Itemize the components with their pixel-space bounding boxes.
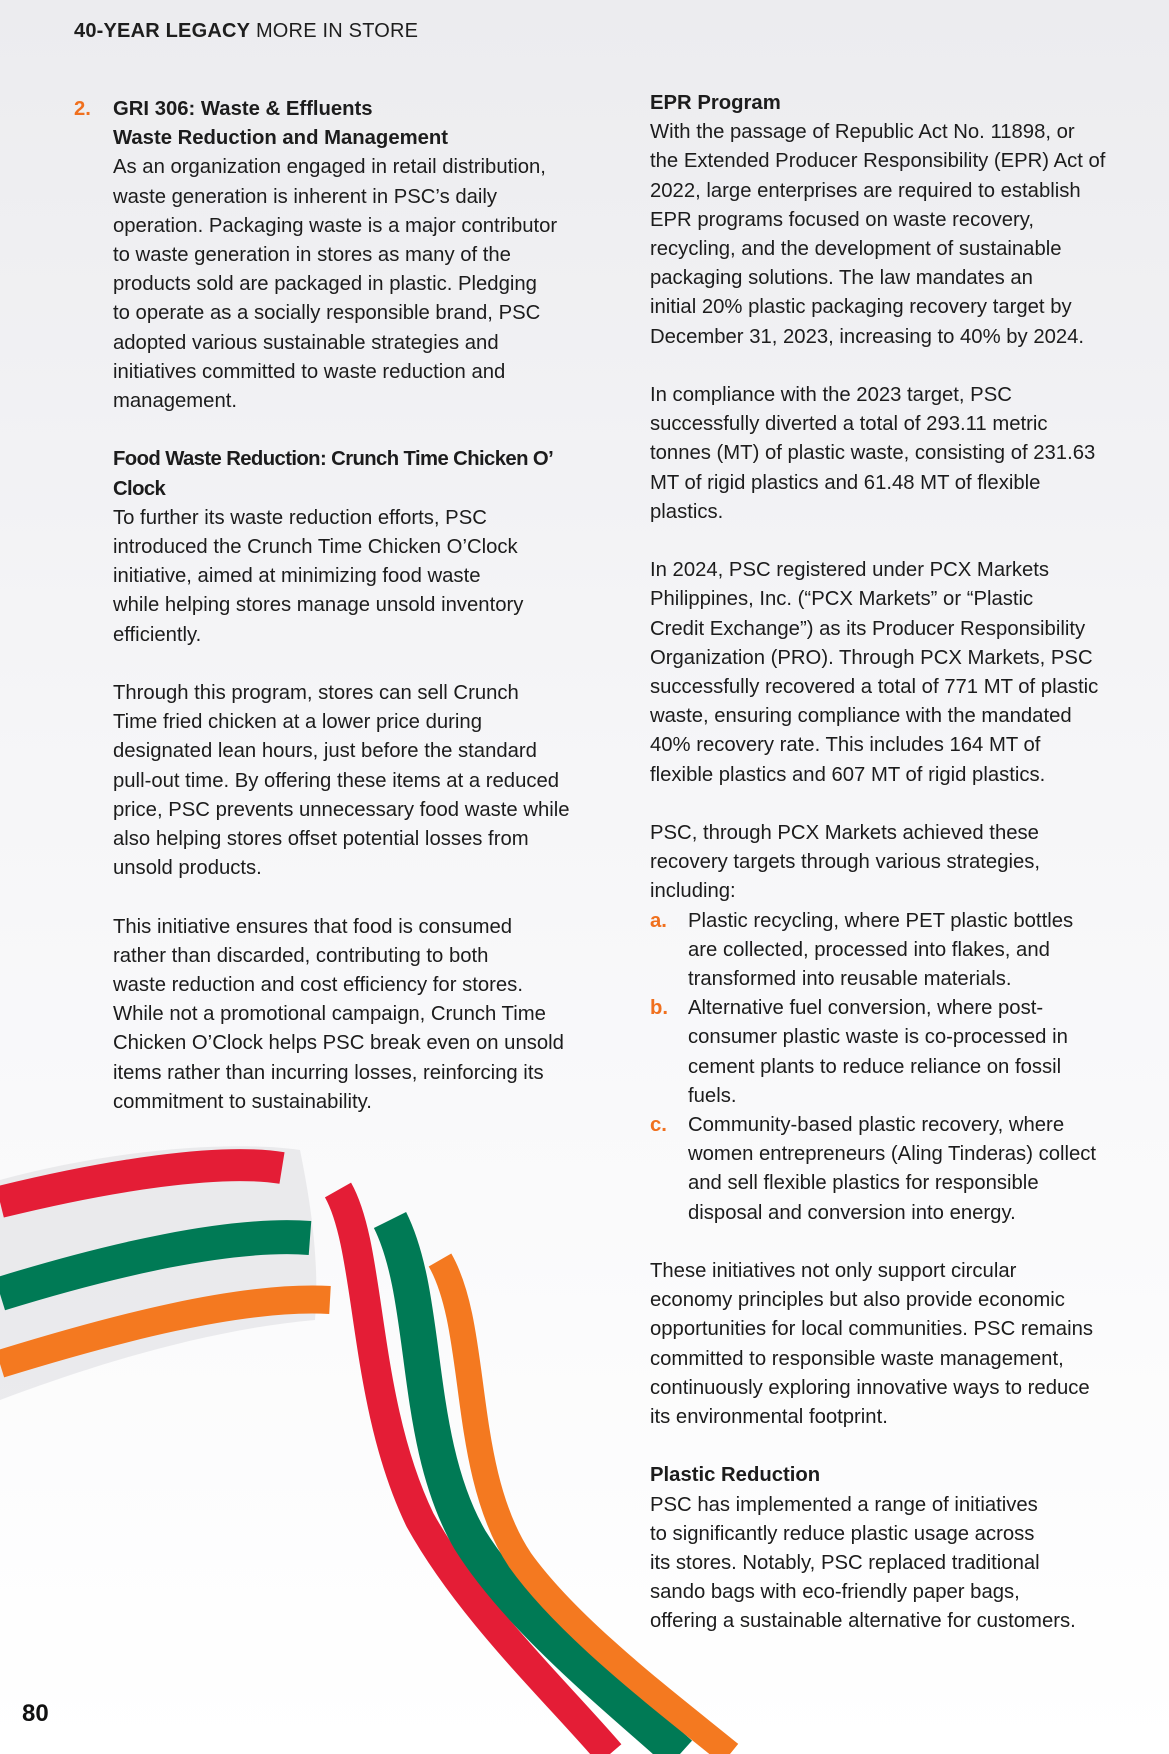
food-paragraph-1 — [113, 504, 594, 650]
text-line: With the passage of Republic Act No. 11898, or — [650, 121, 1075, 144]
right-column — [650, 89, 1130, 1637]
text-line: initial 20% plastic packaging recovery target by — [650, 296, 1072, 319]
header-tagline: MORE IN STORE — [255, 20, 419, 42]
text-line: Organization (PRO). Through PCX Markets, PSC — [650, 646, 1093, 669]
text-line: fuels. — [688, 1084, 737, 1107]
text-line: Plastic recycling, where PET plastic bottles — [688, 909, 1074, 932]
text-line: are collected, processed into flakes, and — [688, 938, 1050, 961]
list-item — [650, 994, 1130, 1111]
text-line: economy principles but also provide economic — [650, 1289, 1065, 1312]
text-line: waste reduction and cost efficiency for stores. — [113, 974, 523, 997]
list-marker: c. — [650, 1114, 667, 1137]
gri-title: GRI 306: Waste & Effluents — [113, 98, 373, 120]
text-line: including: — [650, 880, 736, 903]
text-line: PSC, through PCX Markets achieved these — [650, 822, 1039, 845]
text-line: This initiative ensures that food is consumed — [113, 915, 513, 938]
text-line: successfully diverted a total of 293.11 metric — [650, 413, 1048, 436]
text-line: initiative, aimed at minimizing food waste — [113, 565, 481, 588]
text-line: unsold products. — [113, 857, 262, 880]
text-line: waste generation is inherent in PSC’s daily — [113, 185, 498, 208]
text-line: while helping stores manage unsold inventory — [113, 594, 524, 617]
text-line: offering a sustainable alternative for customers. — [650, 1610, 1076, 1633]
text-line: consumer plastic waste is co-processed in — [688, 1026, 1068, 1049]
text-line: to waste generation in stores as many of the — [113, 244, 511, 267]
epr-paragraph-5 — [650, 1257, 1130, 1432]
text-line: Chicken O’Clock helps PSC break even on unsold — [113, 1032, 564, 1055]
text-line: operation. Packaging waste is a major contributor — [113, 214, 558, 237]
text-line: 40% recovery rate. This includes 164 MT of — [650, 734, 1041, 757]
strategy-list — [650, 907, 1130, 1228]
text-line: 2022, large enterprises are required to establish — [650, 179, 1081, 202]
text-line: designated lean hours, just before the standard — [113, 740, 537, 763]
text-line: PSC has implemented a range of initiatives — [650, 1493, 1038, 1516]
text-line: disposal and conversion into energy. — [688, 1201, 1016, 1224]
text-line: In compliance with the 2023 target, PSC — [650, 384, 1012, 407]
text-line: Through this program, stores can sell Crunch — [113, 682, 519, 705]
text-line: its environmental footprint. — [650, 1406, 888, 1429]
text-line: successfully recovered a total of 771 MT of plastic — [650, 676, 1099, 699]
text-line: rather than discarded, contributing to both — [113, 944, 489, 967]
left-column — [74, 95, 594, 1117]
text-line: packaging solutions. The law mandates an — [650, 267, 1033, 290]
plastic-paragraph — [650, 1491, 1130, 1637]
list-item — [650, 1111, 1130, 1228]
text-line: price, PSC prevents unnecessary food waste while — [113, 798, 570, 821]
epr-paragraph-2 — [650, 381, 1130, 527]
text-line: opportunities for local communities. PSC remains — [650, 1318, 1093, 1341]
list-marker: b. — [650, 997, 669, 1020]
text-line: Community-based plastic recovery, where — [688, 1114, 1065, 1137]
text-line: EPR programs focused on waste recovery, — [650, 208, 1035, 231]
text-line: continuously exploring innovative ways to reduce — [650, 1376, 1090, 1399]
text-line: committed to responsible waste management, — [650, 1347, 1064, 1370]
food-paragraph-3 — [113, 913, 594, 1117]
text-line: adopted various sustainable strategies and — [113, 331, 499, 354]
text-line: cement plants to reduce reliance on fossil — [688, 1055, 1062, 1078]
text-line: sando bags with eco-friendly paper bags, — [650, 1581, 1020, 1604]
text-line: While not a promotional campaign, Crunch Time — [113, 1003, 546, 1026]
intro-paragraph — [113, 153, 594, 416]
text-line: and sell flexible plastics for responsible — [688, 1172, 1039, 1195]
text-line: These initiatives not only support circular — [650, 1260, 1017, 1283]
text-line: Alternative fuel conversion, where post- — [688, 997, 1044, 1020]
text-line: management. — [113, 390, 238, 413]
text-line: In 2024, PSC registered under PCX Markets — [650, 559, 1050, 582]
list-marker: a. — [650, 909, 667, 932]
section-title: Waste Reduction and Management — [113, 127, 449, 150]
text-line: products sold are packaged in plastic. Pledging — [113, 273, 537, 296]
text-line: transformed into reusable materials. — [688, 968, 1012, 991]
left-body — [74, 153, 594, 1117]
epr-title: EPR Program — [650, 92, 781, 114]
text-line: flexible plastics and 607 MT of rigid plastics. — [650, 763, 1046, 786]
text-line: MT of rigid plastics and 61.48 MT of flexible — [650, 471, 1041, 494]
text-line: Philippines, Inc. (“PCX Markets” or “Plastic — [650, 588, 1034, 611]
text-line: tonnes (MT) of plastic waste, consisting of 231.63 — [650, 442, 1096, 465]
text-line: As an organization engaged in retail distribution, — [113, 156, 546, 179]
text-line: initiatives committed to waste reduction and — [113, 360, 506, 383]
text-line: its stores. Notably, PSC replaced traditional — [650, 1552, 1040, 1575]
text-line: introduced the Crunch Time Chicken O’Clock — [113, 536, 518, 559]
food-waste-title: Food Waste Reduction: Crunch Time Chicken O’ Clock — [113, 448, 552, 500]
epr-paragraph-3 — [650, 556, 1130, 790]
text-line: pull-out time. By offering these items at a reduced — [113, 769, 560, 792]
page-header — [74, 20, 418, 43]
page-number: 80 — [22, 1700, 49, 1727]
text-line: Credit Exchange”) as its Producer Responsibility — [650, 617, 1086, 640]
item-number: 2. — [74, 98, 91, 120]
text-line: commitment to sustainability. — [113, 1090, 372, 1113]
list-item — [650, 907, 1130, 995]
text-line: also helping stores offset potential losses from — [113, 828, 529, 851]
header-brand: 40-YEAR LEGACY — [74, 20, 251, 42]
epr-paragraph-1 — [650, 118, 1130, 352]
food-paragraph-2 — [113, 679, 594, 883]
text-line: recycling, and the development of sustainable — [650, 238, 1062, 261]
epr-paragraph-4 — [650, 819, 1130, 907]
text-line: waste, ensuring compliance with the mandated — [650, 705, 1072, 728]
text-line: Time fried chicken at a lower price during — [113, 711, 482, 734]
text-line: plastics. — [650, 500, 724, 523]
text-line: to significantly reduce plastic usage across — [650, 1522, 1035, 1545]
text-line: items rather than incurring losses, reinforcing its — [113, 1061, 544, 1084]
text-line: December 31, 2023, increasing to 40% by 2024. — [650, 325, 1085, 348]
section-heading — [74, 95, 594, 153]
text-line: women entrepreneurs (Aling Tinderas) collect — [688, 1143, 1097, 1166]
text-line: recovery targets through various strategies, — [650, 851, 1041, 874]
plastic-reduction-title: Plastic Reduction — [650, 1464, 821, 1487]
text-line: to operate as a socially responsible brand, PSC — [113, 302, 541, 325]
text-line: the Extended Producer Responsibility (EPR) Act of — [650, 150, 1106, 173]
text-line: To further its waste reduction efforts, PSC — [113, 506, 487, 529]
text-line: efficiently. — [113, 623, 202, 646]
